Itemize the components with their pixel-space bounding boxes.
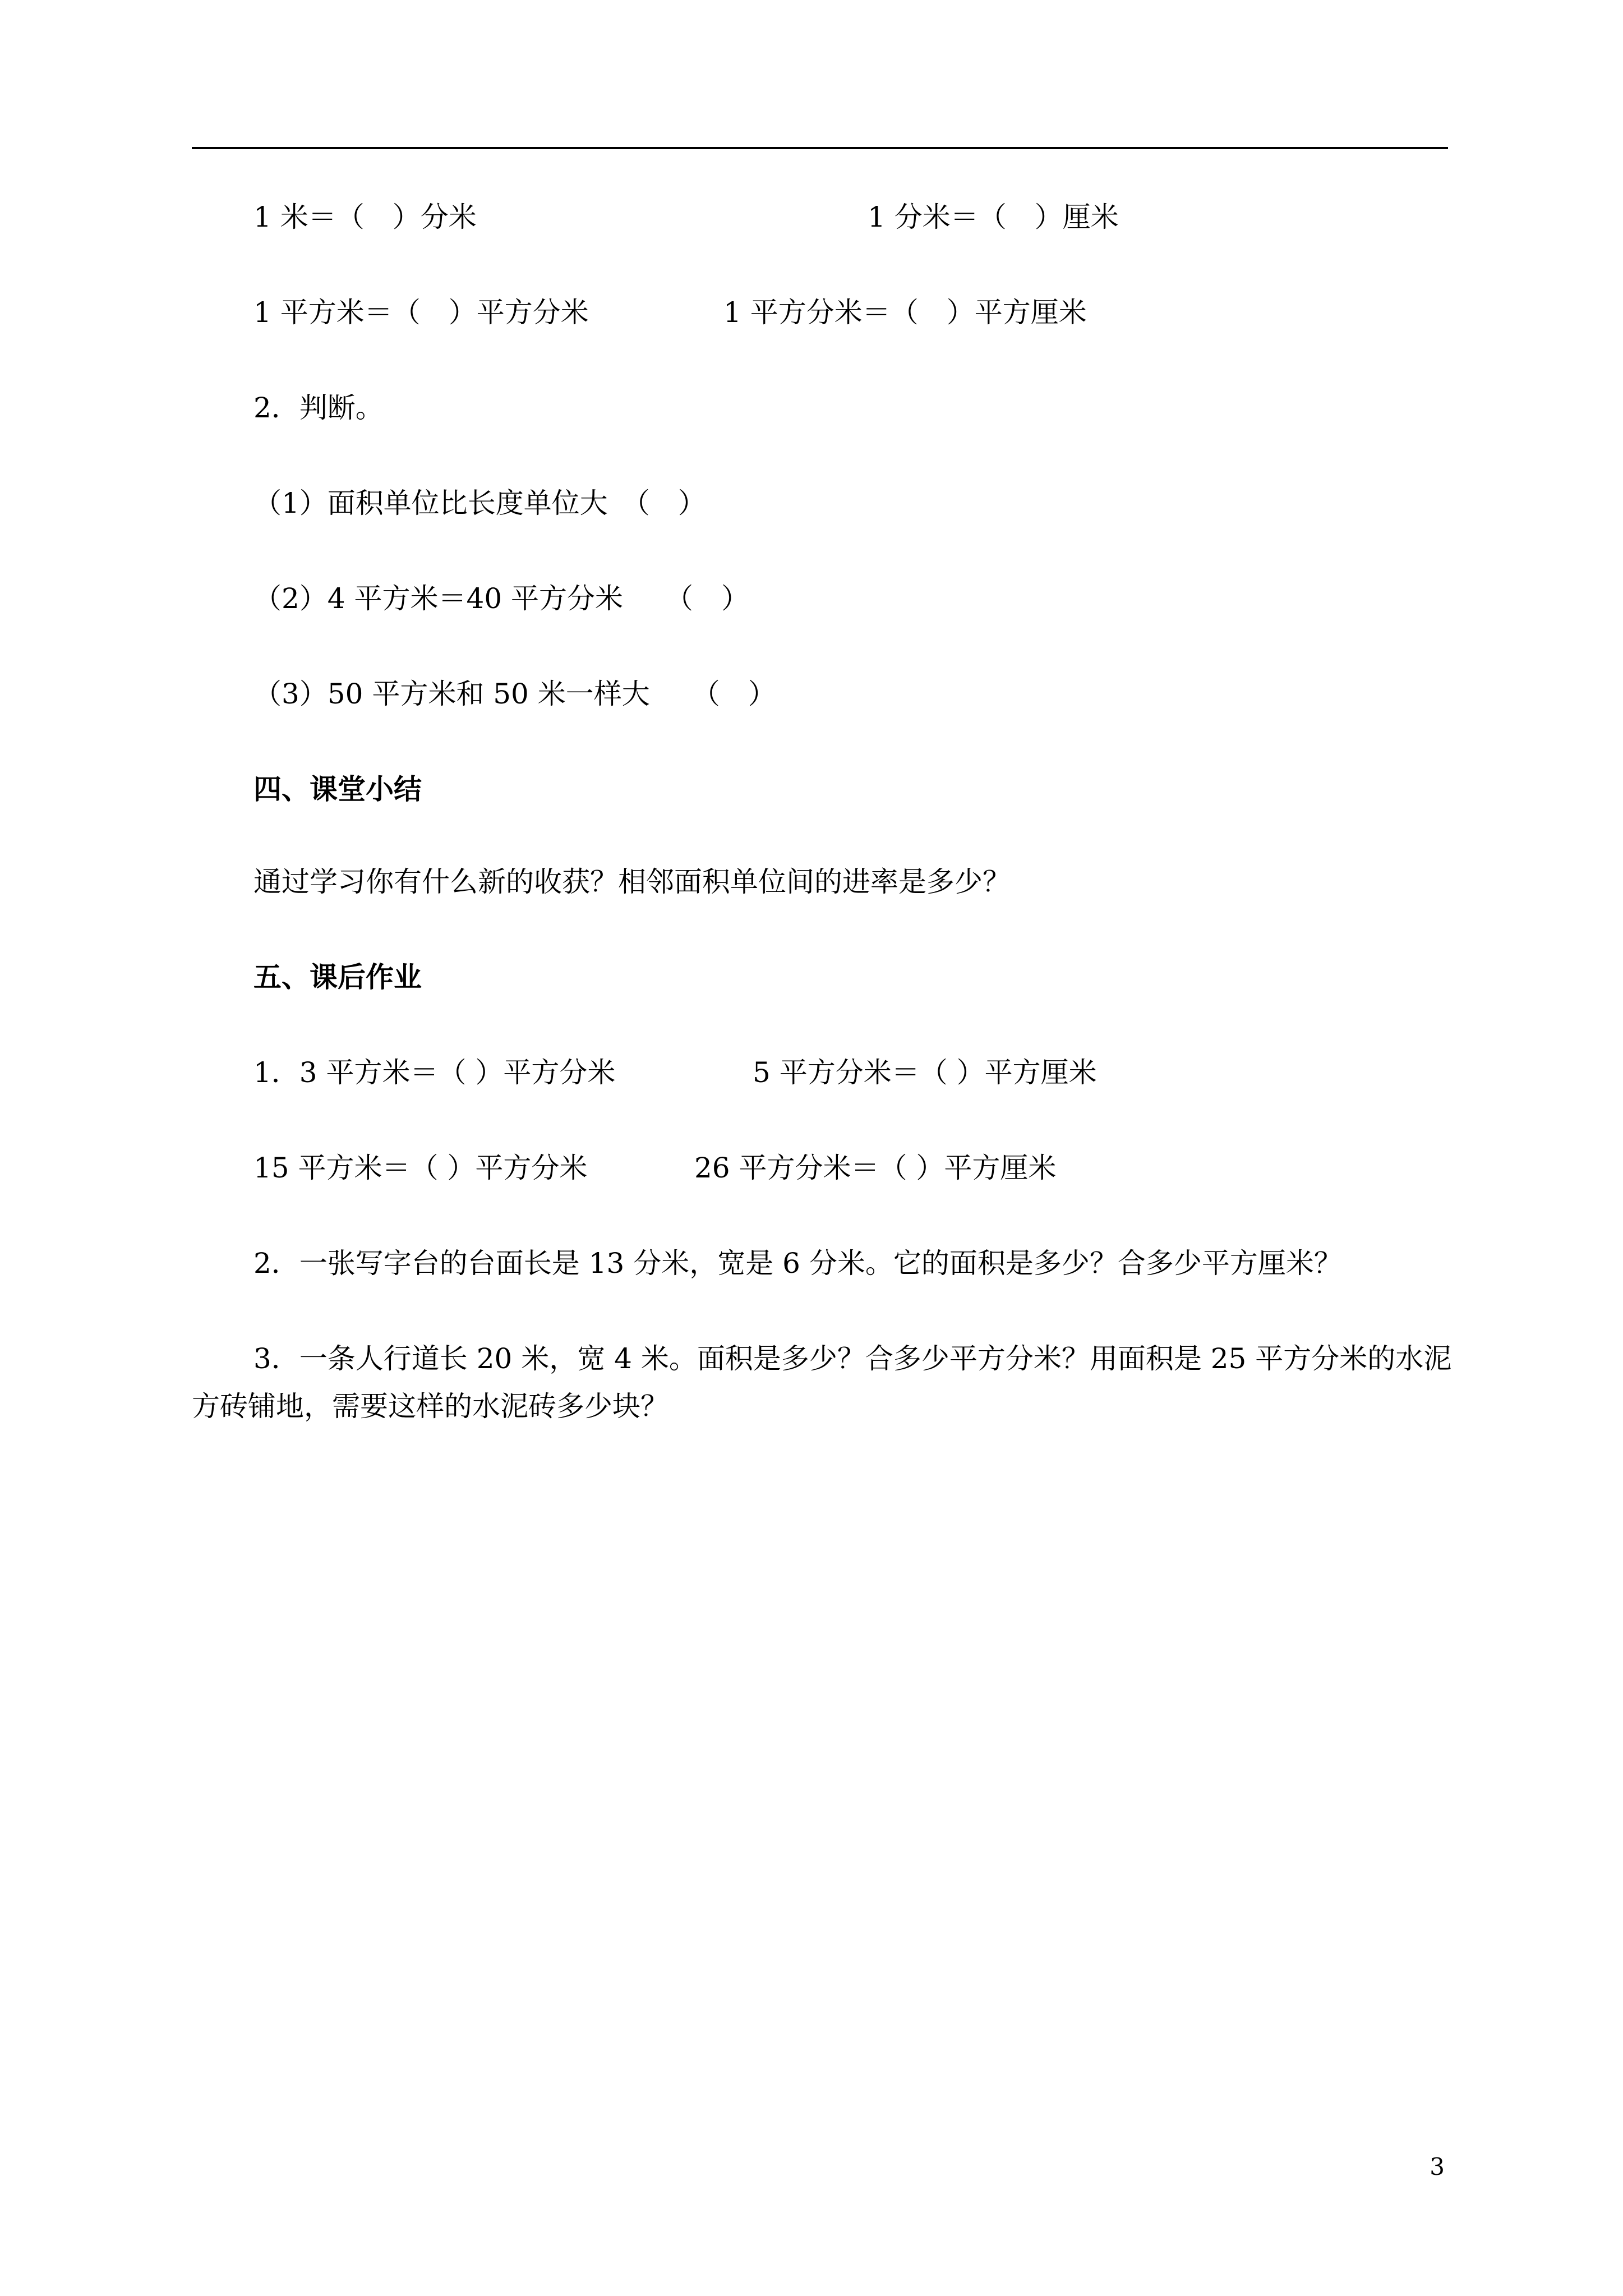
- judgement-item-1: （1）面积单位比长度单位大 （ ）: [253, 487, 706, 519]
- homework-q1b-left: 15 平方米＝（ ）平方分米: [253, 1152, 588, 1184]
- conversion-decimeter-centimeter: 1 分米＝（ ）厘米: [868, 201, 1119, 233]
- judgement-item-2: （2）4 平方米＝40 平方分米 （ ）: [253, 582, 750, 615]
- summary-text: 通过学习你有什么新的收获？相邻面积单位间的进率是多少？: [253, 866, 1011, 898]
- conversion-meter-decimeter: 1 米＝（ ）分米: [253, 201, 477, 233]
- homework-q3-line2: 方砖铺地，需要这样的水泥砖多少块？: [192, 1390, 668, 1423]
- conversion-sqmeter-sqdecimeter: 1 平方米＝（ ）平方分米: [253, 296, 589, 329]
- homework-q3-line1: 3．一条人行道长 20 米，宽 4 米。面积是多少？合多少平方分米？用面积是 25 平方分米的水泥: [253, 1342, 1452, 1375]
- judgement-item-3: （3）50 平方米和 50 米一样大 （ ）: [253, 678, 776, 710]
- summary-heading: 四、课堂小结: [253, 772, 422, 806]
- homework-heading: 五、课后作业: [253, 960, 422, 993]
- judgement-title: 2．判断。: [253, 392, 384, 424]
- homework-q1b-right: 26 平方分米＝（ ）平方厘米: [694, 1152, 1057, 1184]
- conversion-sqdecimeter-sqcentimeter: 1 平方分米＝（ ）平方厘米: [723, 296, 1087, 329]
- header-rule: [192, 147, 1448, 149]
- homework-q1-right: 5 平方分米＝（ ）平方厘米: [753, 1056, 1097, 1089]
- page-number: 3: [1430, 2153, 1445, 2180]
- homework-q2: 2．一张写字台的台面长是 13 分米，宽是 6 分米。它的面积是多少？合多少平方厘米？: [253, 1247, 1342, 1280]
- homework-q1-left: 1．3 平方米＝（ ）平方分米: [253, 1056, 616, 1089]
